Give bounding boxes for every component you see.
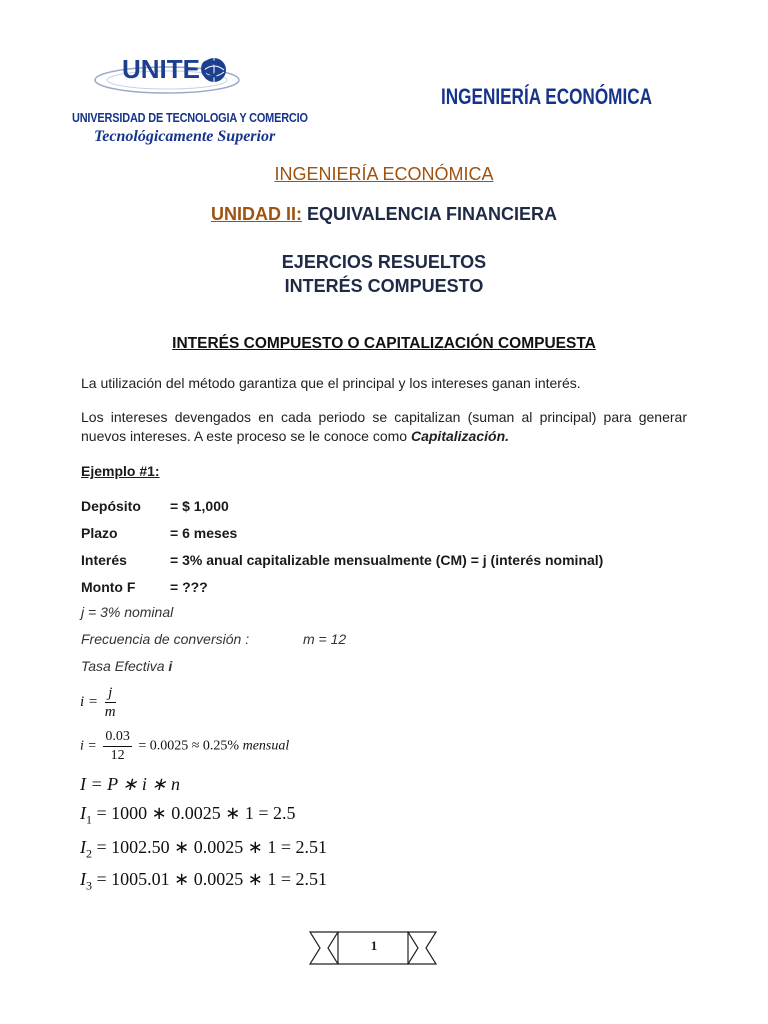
effective-rate-label: Tasa Efectiva bbox=[81, 658, 169, 674]
equation-interest-2 bbox=[80, 837, 327, 862]
subtitle-topic: INTERÉS COMPUESTO bbox=[284, 276, 484, 296]
row-label: Depósito bbox=[81, 498, 141, 514]
numerator: j bbox=[105, 684, 116, 703]
eq-expression: = 1005.01 ∗ 0.0025 ∗ 1 = 2.51 bbox=[92, 869, 327, 889]
eq-lhs: i = bbox=[80, 693, 99, 710]
eq-symbol: I bbox=[80, 837, 86, 857]
eq-lhs: i = bbox=[80, 738, 97, 754]
subtitle-exercises: EJERCIOS RESUELTOS bbox=[281, 252, 487, 272]
eq-subscript: 3 bbox=[86, 878, 92, 893]
section-heading: INTERÉS COMPUESTO O CAPITALIZACIÓN COMPUESTA bbox=[172, 335, 596, 352]
paragraph-method: La utilización del método garantiza que el principal y los intereses ganan interés. bbox=[81, 375, 581, 391]
effective-rate-line bbox=[81, 658, 172, 674]
row-label: Monto F bbox=[81, 579, 136, 595]
nominal-rate-line: j = 3% nominal bbox=[81, 604, 174, 620]
capitalization-term: Capitalización. bbox=[410, 428, 510, 444]
example-heading: Ejemplo #1: bbox=[81, 463, 160, 479]
university-name: UNIVERSIDAD DE TECNOLOGIA Y COMERCIO bbox=[72, 110, 308, 125]
fraction bbox=[105, 684, 116, 721]
eq-subscript: 1 bbox=[86, 812, 92, 827]
equation-interest-3 bbox=[80, 869, 327, 894]
eq-unit: mensual bbox=[239, 738, 290, 754]
paragraph-capitalization bbox=[81, 408, 687, 446]
document-title: INGENIERÍA ECONÓMICA bbox=[274, 164, 494, 184]
eq-result: = 0.0025 ≈ 0.25% bbox=[138, 738, 240, 754]
row-label: Interés bbox=[81, 552, 127, 568]
unit-heading bbox=[0, 204, 768, 225]
numerator: 0.03 bbox=[103, 728, 132, 747]
unit-label: UNIDAD II: bbox=[210, 204, 302, 224]
eq-symbol: I bbox=[80, 803, 86, 823]
frequency-label: Frecuencia de conversión : bbox=[81, 631, 250, 647]
equation-interest-formula: I = P ∗ i ∗ n bbox=[80, 774, 180, 794]
eq-subscript: 2 bbox=[86, 846, 92, 861]
logo-wordmark: UNITEC bbox=[122, 54, 219, 84]
row-label: Plazo bbox=[81, 525, 118, 541]
frequency-value: m = 12 bbox=[303, 631, 347, 647]
equation-rate-formula bbox=[80, 684, 119, 721]
unitec-logo bbox=[92, 50, 242, 100]
row-value: = 6 meses bbox=[170, 525, 238, 541]
eq-symbol: I bbox=[80, 869, 86, 889]
paragraph-capitalization-text: Los intereses devengados en cada periodo se capitalizan (suman al principal) para generar nuevos intereses. A este proceso se le conoce como bbox=[81, 409, 687, 444]
denominator: m bbox=[104, 704, 116, 720]
eq-expression: = 1002.50 ∗ 0.0025 ∗ 1 = 2.51 bbox=[92, 837, 327, 857]
row-value: = 3% anual capitalizable mensualmente (CM) = j (interés nominal) bbox=[170, 552, 604, 568]
unit-name: EQUIVALENCIA FINANCIERA bbox=[307, 204, 558, 224]
equation-rate-value bbox=[80, 728, 289, 765]
equation-interest-1 bbox=[80, 803, 295, 828]
effective-rate-symbol: i bbox=[168, 658, 173, 674]
page-number: 1 bbox=[370, 938, 378, 953]
denominator: 12 bbox=[110, 748, 125, 763]
eq-expression: = 1000 ∗ 0.0025 ∗ 1 = 2.5 bbox=[92, 803, 296, 823]
fraction bbox=[103, 728, 132, 765]
header-course-title: INGENIERÍA ECONÓMICA bbox=[441, 84, 653, 109]
row-value: = ??? bbox=[170, 579, 208, 595]
row-value: = $ 1,000 bbox=[170, 498, 229, 514]
university-slogan: Tecnológicamente Superior bbox=[94, 128, 276, 145]
